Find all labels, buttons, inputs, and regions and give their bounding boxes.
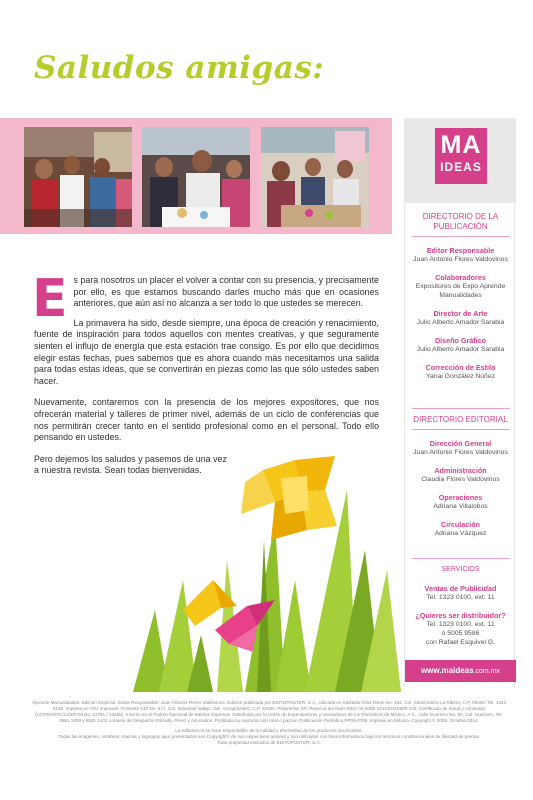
entry-title: Dirección General xyxy=(429,439,492,448)
entry-title: Operaciones xyxy=(438,493,483,502)
entry-value: Juan Antonio Flores Valdovinos xyxy=(413,256,508,263)
entry-circulacion xyxy=(405,520,516,538)
entry-administracion xyxy=(405,466,516,484)
entry-title: Ventas de Publicidad xyxy=(424,584,497,593)
entry-colaboradores xyxy=(405,273,516,300)
sidebar-directory xyxy=(404,118,515,688)
paragraph-closing: Pero dejemos los saludos y pasemos de una vez a nuestra revista. Sean todas bienvenidas. xyxy=(34,453,227,476)
entry-value: Julio Alberto Amador Sarabia xyxy=(416,346,505,353)
entry-title: Editor Responsable xyxy=(426,246,495,255)
paragraph-2: La primavera ha sido, desde siempre, una época de creación y renacimiento, fuente de inspiración para todos aquellos con mentes creativas, y que seguramente sienten el influjo de energía que esta estación trae consigo. Es por ello que decidimos elegir estas fechas, pues sabemos que es ahora cuando más necesitamos una salida para todas estas ideas, que se convertirán en piezas como las que sólo ustedes saben hacer. xyxy=(34,317,379,386)
paragraph-3: Nuevamente, contaremos con la presencia de los mejores expositores, que nos ofrecerán material y talleres de primer nivel, además de un ciclo de conferencias que nos permitirán crecer tanto en el sentido profesional como en el personal. Todo ello pensando en ustedes. xyxy=(34,397,379,443)
directorio-publicacion xyxy=(405,212,516,381)
entry-value: Juan Antonio Flores Valdovinos xyxy=(413,449,508,456)
entry-title: Director de Arte xyxy=(433,309,488,318)
directorio-editorial xyxy=(405,408,516,538)
entry-director-arte xyxy=(405,309,516,327)
photo-band xyxy=(0,118,392,234)
entry-value: Adriana Vázquez xyxy=(434,530,487,537)
servicios-heading: SERVICIOS xyxy=(441,566,480,573)
workshop-photo-2 xyxy=(142,127,250,227)
entry-correccion-estilo xyxy=(405,363,516,381)
entry-distribuidor xyxy=(405,611,516,647)
entry-value: Julio Alberto Amador Sarabia xyxy=(416,319,505,326)
website-main: www.maideas xyxy=(420,666,474,675)
logo-ma-text: MA xyxy=(440,131,482,159)
disclaimer-text: La editorial no se hace responsable de la calidad y efectividad de los productos anunciados. Todas las imágenes, nombres, marcas y logotipos aquí presentados son Copyright© de sus respectivos autores y son utilizados con fines informativos bajo los términos constitucionales de libertad de prensa. Toda propiedad exclusiva de EDITOPOSTER, S.A. xyxy=(58,728,480,745)
website-link[interactable] xyxy=(405,660,516,682)
entry-value: Claudia Flores Valdovinos xyxy=(421,476,500,483)
entry-title: Diseño Gráfico xyxy=(434,336,487,345)
directorio-editorial-heading: DIRECTORIO EDITORIAL xyxy=(413,415,508,424)
entry-value: Yanai González Núñez xyxy=(425,373,496,380)
entry-value: Expositores de Expo Aprende Manualidades xyxy=(415,283,506,299)
section-divider xyxy=(412,236,510,237)
entry-operaciones xyxy=(405,493,516,511)
website-tail: .com.mx xyxy=(473,668,501,675)
workshop-photo-3 xyxy=(261,127,369,227)
entry-title: Corrección de Estilo xyxy=(425,363,496,372)
entry-title: Administración xyxy=(434,466,487,475)
page-title: Saludos amigas: xyxy=(34,50,325,86)
legal-text: Aprende Manualidades. Edición Especial. Editor Responsable: Juan Antonio Flores Valdovinos. Edición publicada por EDITOPOSTER, S.A., ubicada en Salvador Díaz Mirón No. 154, Col. Santa María La Ribera, C.P. 06400. Tel. 1323 0100. Impresa en VVJ Impresos, Poniente 140 No. 671, Col. Industrial Vallejo, Del. Azcapotzalco, C.P. 02300. Preprensa: EP. Reserva del título INDA 04-2006-101310215800-102. Certificado de licitud y contenido (CCPRI/3/TC/13/19728 No. 13791 / 13455). Inscrito en el Padrón Nacional de Medios Impresos. Distribuido por la Unión de Expendedores y Voceadores de los Periódicos de México, A.C., calle Guerrero No. 50, Col. Guerrero. Tel. 5591 1400 y 5591 1401 a través del Despacho Estrada, Pérez y Asociados. Prohibida su reproducción total o parcial. Publicación Periódica PP09-0768. Impresa en México. Copyright © 2006. Octubre 2014. xyxy=(31,700,507,723)
entry-value: Tel. 1323 0100, ext. 11 xyxy=(426,594,495,601)
logo-ideas-text: IDEAS xyxy=(440,160,482,174)
section-divider xyxy=(412,558,510,559)
paragraph-1 xyxy=(32,269,379,329)
legal-fine-print xyxy=(30,700,508,750)
entry-direccion-general xyxy=(405,439,516,457)
servicios xyxy=(405,558,516,647)
paragraph-1-text: s para nosotros un placer el volver a contar con su presencia, y precisamente por ello, es que estamos buscando darles mucho más que en ocasiones anteriores, que aún así no alcanza a ser todo lo que ustedes se merecen. xyxy=(73,275,379,309)
entry-value: Adriana Villalobos xyxy=(433,503,488,510)
entry-editor xyxy=(405,246,516,264)
entry-value: Tel. 1323 0100, ext. 11 ó 5005 9586 con Rafael Esquivel G. xyxy=(425,621,496,646)
entry-title: Circulación xyxy=(440,520,481,529)
entry-title: Colaboradores xyxy=(435,273,486,282)
sidebar-logo-area xyxy=(405,118,516,203)
entry-diseno-grafico xyxy=(405,336,516,354)
section-divider xyxy=(412,408,510,409)
section-divider xyxy=(412,429,510,430)
entry-ventas-publicidad xyxy=(405,584,516,602)
origami-flowers-illustration xyxy=(125,430,405,692)
workshop-photo-1 xyxy=(24,127,132,227)
entry-title: ¿Quieres ser distribuidor? xyxy=(415,611,506,620)
ma-ideas-logo xyxy=(435,128,487,184)
drop-cap: E xyxy=(32,269,68,329)
directorio-publicacion-heading: DIRECTORIO DE LA PUBLICACIÓN xyxy=(422,212,499,231)
